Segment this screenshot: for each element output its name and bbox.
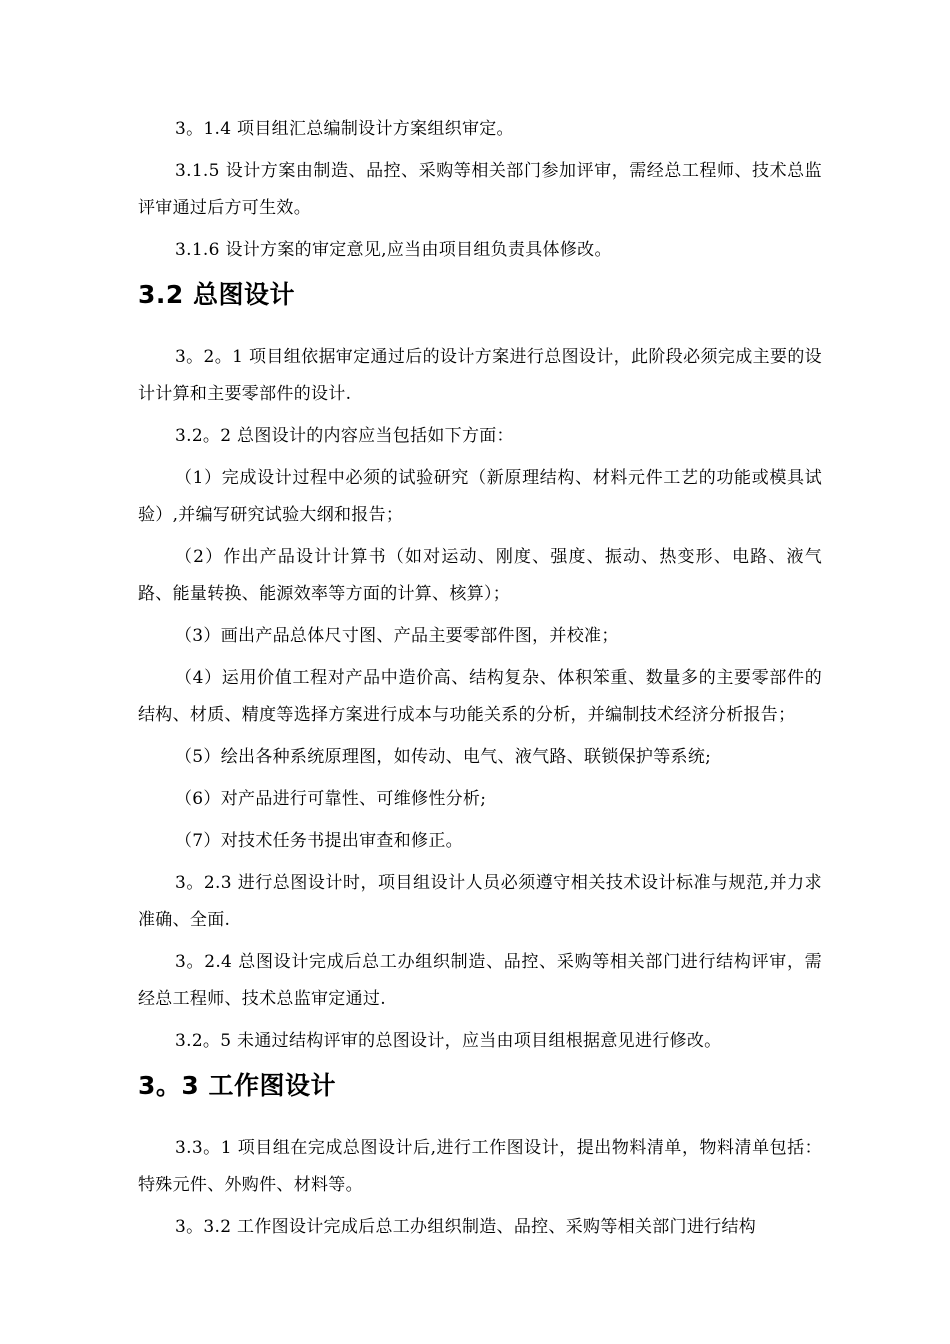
paragraph-3-2-1: 3。2。1 项目组依据审定通过后的设计方案进行总图设计，此阶段必须完成主要的设计计算和主要零部件的设计.	[138, 347, 822, 404]
list-item-2: （2）作出产品设计计算书（如对运动、刚度、强度、振动、热变形、电路、液气路、能量转换、能源效率等方面的计算、核算）；	[138, 547, 822, 604]
list-item-4: （4）运用价值工程对产品中造价高、结构复杂、体积笨重、数量多的主要零部件的结构、材质、精度等选择方案进行成本与功能关系的分析，并编制技术经济分析报告；	[138, 668, 822, 725]
list-item-7: （7）对技术任务书提出审查和修正。	[175, 831, 463, 851]
paragraph-3-2-3: 3。2.3 进行总图设计时，项目组设计人员必须遵守相关技术设计标准与规范,并力求准确、全面.	[138, 873, 822, 930]
document-page	[138, 111, 822, 1251]
paragraph-3-1-4: 3。1.4 项目组汇总编制设计方案组织审定。	[175, 119, 514, 139]
list-item-5: （5）绘出各种系统原理图，如传动、电气、液气路、联锁保护等系统;	[175, 747, 712, 767]
list-item-3: （3）画出产品总体尺寸图、产品主要零部件图，并校准；	[175, 626, 619, 646]
list-item-1: （1）完成设计过程中必须的试验研究（新原理结构、材料元件工艺的功能或模具试验）,并编写研究试验大纲和报告；	[138, 468, 822, 525]
heading-3-2: 3.2 总图设计	[138, 280, 295, 309]
paragraph-3-2-2: 3.2。2 总图设计的内容应当包括如下方面：	[175, 426, 514, 446]
paragraph-3-3-1: 3.3。1 项目组在完成总图设计后,进行工作图设计，提出物料清单，物料清单包括：特殊元件、外购件、材料等。	[138, 1138, 822, 1195]
paragraph-3-3-2: 3。3.2 工作图设计完成后总工办组织制造、品控、采购等相关部门进行结构	[175, 1217, 757, 1237]
paragraph-3-2-5: 3.2。5 未通过结构评审的总图设计，应当由项目组根据意见进行修改。	[175, 1031, 722, 1051]
paragraph-3-1-5: 3.1.5 设计方案由制造、品控、采购等相关部门参加评审，需经总工程师、技术总监评审通过后方可生效。	[138, 161, 822, 218]
list-item-6: （6）对产品进行可靠性、可维修性分析;	[175, 789, 487, 809]
paragraph-3-1-6: 3.1.6 设计方案的审定意见,应当由项目组负责具体修改。	[175, 240, 612, 260]
paragraph-3-2-4: 3。2.4 总图设计完成后总工办组织制造、品控、采购等相关部门进行结构评审，需经总工程师、技术总监审定通过.	[138, 952, 822, 1009]
heading-3-3: 3。3 工作图设计	[138, 1071, 336, 1100]
